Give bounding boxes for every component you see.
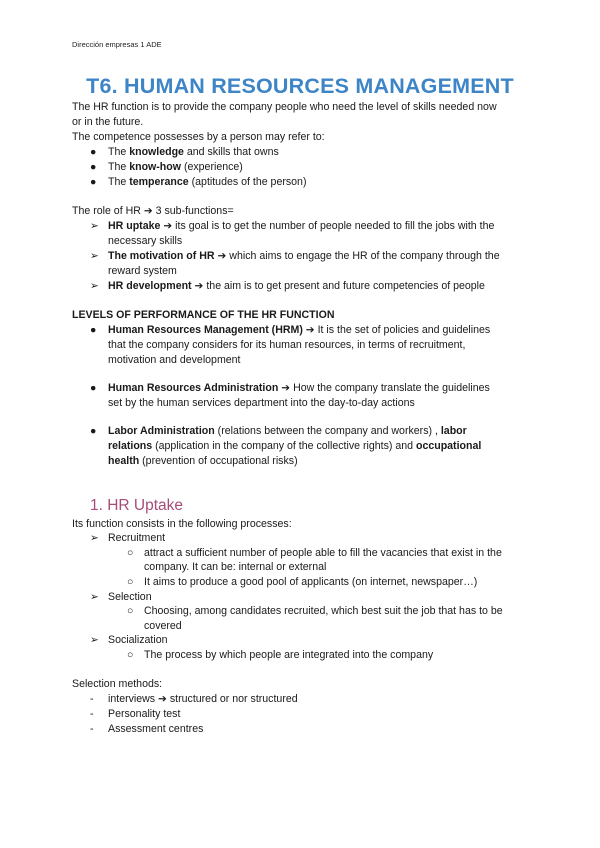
bullet-icon: ●: [90, 382, 97, 394]
circle-bullet-icon: ○: [127, 605, 134, 617]
arrow-bullet-icon: ➢: [90, 591, 99, 603]
arrow-bullet-icon: ➢: [90, 280, 99, 292]
subfunction-item-cont: reward system: [108, 265, 177, 277]
level-hrm: Human Resources Management (HRM) ➔ It is the set of policies and guidelines: [108, 324, 491, 336]
circle-bullet-icon: ○: [127, 649, 134, 661]
process-socialization: Socialization: [108, 634, 168, 646]
section-heading: 1. HR Uptake: [90, 497, 184, 514]
levels-heading: LEVELS OF PERFORMANCE OF THE HR FUNCTION: [72, 309, 335, 321]
page-header: Dirección empresas 1 ADE: [72, 40, 162, 49]
recruitment-detail: It aims to produce a good pool of applicants (on internet, newspaper…): [144, 576, 478, 588]
bullet-icon: ●: [90, 176, 97, 188]
level-hrm-line2: that the company considers for its human resources, in terms of recruitment,: [108, 339, 466, 351]
level-hra: Human Resources Administration ➔ How the company translate the guidelines: [108, 382, 490, 394]
bullet-icon: ●: [90, 146, 97, 158]
circle-bullet-icon: ○: [127, 576, 134, 588]
subfunction-item: The motivation of HR ➔ which aims to engage the HR of the company through the: [108, 250, 500, 262]
process-recruitment: Recruitment: [108, 532, 166, 544]
competence-item: The knowledge and skills that owns: [108, 146, 279, 158]
arrow-bullet-icon: ➢: [90, 532, 99, 544]
process-selection: Selection: [108, 591, 152, 603]
level-labor-line2: relations (application in the company of the collective rights) and occupational: [108, 440, 482, 452]
method-item: interviews ➔ structured or nor structured: [108, 693, 298, 705]
arrow-bullet-icon: ➢: [90, 250, 99, 262]
intro-line-2: or in the future.: [72, 116, 144, 128]
arrow-bullet-icon: ➢: [90, 634, 99, 646]
selection-detail-cont: covered: [144, 620, 182, 632]
intro-line-3: The competence possesses by a person may refer to:: [72, 131, 325, 143]
bullet-icon: ●: [90, 161, 97, 173]
bullet-icon: ●: [90, 425, 97, 437]
level-hrm-line3: motivation and development: [108, 354, 241, 366]
method-item: Assessment centres: [108, 723, 204, 735]
bullet-icon: ●: [90, 324, 97, 336]
method-item: Personality test: [108, 708, 181, 720]
level-labor-line3: health (prevention of occupational risks): [108, 455, 298, 467]
role-intro: The role of HR ➔ 3 sub-functions=: [72, 205, 234, 217]
recruitment-detail: attract a sufficient number of people able to fill the vacancies that exist in the: [144, 547, 502, 559]
level-labor: Labor Administration (relations between the company and workers) , labor: [108, 425, 467, 437]
subfunction-item-cont: necessary skills: [108, 235, 183, 247]
subfunction-item: HR uptake ➔ its goal is to get the number of people needed to fill the jobs with the: [108, 220, 495, 232]
competence-item: The know-how (experience): [108, 161, 243, 173]
dash-bullet-icon: -: [90, 723, 94, 735]
subfunction-item: HR development ➔ the aim is to get present and future competencies of people: [108, 280, 485, 292]
level-hra-line2: set by the human services department into the day-to-day actions: [108, 397, 415, 409]
dash-bullet-icon: -: [90, 708, 94, 720]
intro-line-1: The HR function is to provide the company people who need the level of skills needed now: [72, 101, 497, 113]
socialization-detail: The process by which people are integrated into the company: [144, 649, 434, 661]
circle-bullet-icon: ○: [127, 547, 134, 559]
dash-bullet-icon: -: [90, 693, 94, 705]
recruitment-detail-cont: company. It can be: internal or external: [144, 561, 327, 573]
arrow-bullet-icon: ➢: [90, 220, 99, 232]
section-intro: Its function consists in the following processes:: [72, 518, 292, 530]
competence-item: The temperance (aptitudes of the person): [108, 176, 307, 188]
page-title: T6. HUMAN RESOURCES MANAGEMENT: [86, 74, 514, 98]
methods-intro: Selection methods:: [72, 678, 163, 690]
selection-detail: Choosing, among candidates recruited, which best suit the job that has to be: [144, 605, 503, 617]
